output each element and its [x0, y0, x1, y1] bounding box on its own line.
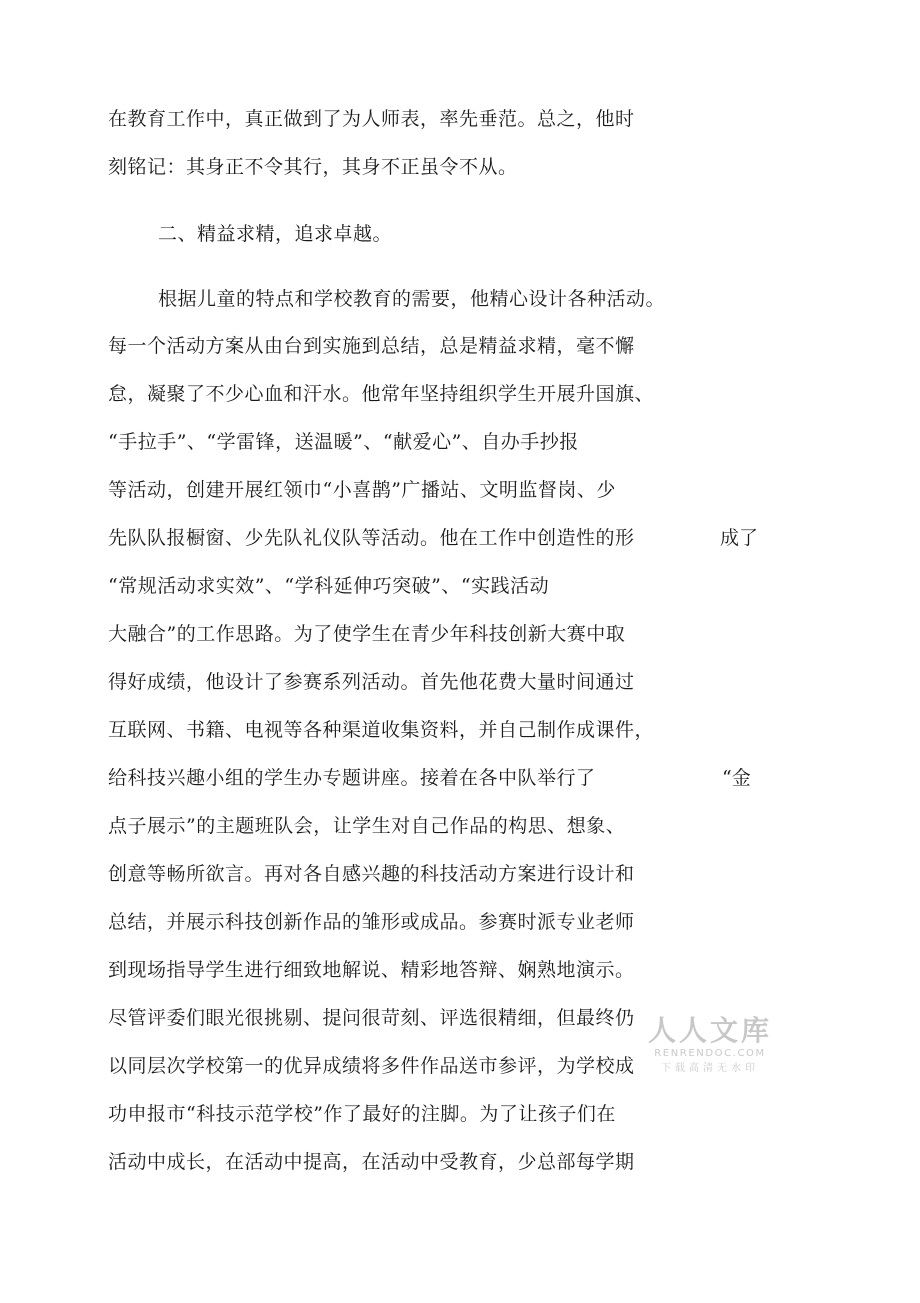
text-line: 怠，凝聚了不少心血和汗水。他常年坚持组织学生开展升国旗、	[108, 383, 655, 405]
text-line: 先队队报橱窗、少先队礼仪队等活动。他在工作中创造性的形	[108, 527, 635, 549]
text-line: 到现场指导学生进行细致地解说、精彩地答辩、娴熟地演示。	[108, 959, 635, 981]
text-line: 互联网、书籍、电视等各种渠道收集资料，并自己制作成课件，	[108, 719, 655, 741]
text-line: 以同层次学校第一的优异成绩将多件作品送市参评，为学校成	[108, 1055, 635, 1077]
text-line: 等活动，创建开展红领巾“小喜鹊”广播站、文明监督岗、少	[108, 479, 616, 501]
text-line: 点子展示”的主题班队会，让学生对自己作品的构思、想象、	[108, 815, 626, 837]
text-line: 大融合”的工作思路。为了使学生在青少年科技创新大赛中取	[108, 623, 626, 645]
text-line: 得好成绩，他设计了参赛系列活动。首先他花费大量时间通过	[108, 671, 635, 693]
text-line: 活动中成长，在活动中提高，在活动中受教育，少总部每学期	[108, 1151, 635, 1173]
text-line: “常规活动求实效”、“学科延伸巧突破”、“实践活动	[108, 575, 550, 597]
watermark-subtitle: 下载高清无水印	[661, 1063, 759, 1074]
text-fragment-right: 成了	[720, 527, 759, 549]
text-line: 刻铭记：其身正不令其行，其身不正虽令不从。	[108, 156, 518, 178]
section-heading: 二、精益求精，追求卓越。	[158, 223, 393, 245]
text-line: 尽管评委们眼光很挑剔、提问很苛刻、评选很精细，但最终仍	[108, 1007, 635, 1029]
text-line: 创意等畅所欲言。再对各自感兴趣的科技活动方案进行设计和	[108, 863, 635, 885]
text-line: 给科技兴趣小组的学生办专题讲座。接着在各中队举行了	[108, 767, 596, 789]
text-line: 在教育工作中，真正做到了为人师表，率先垂范。总之，他时	[108, 108, 635, 130]
text-fragment-right: “金	[722, 767, 751, 789]
watermark-domain: RENRENDOC.COM	[654, 1048, 766, 1059]
watermark-title: 人人文库	[647, 1014, 772, 1047]
text-line: 根据儿童的特点和学校教育的需要，他精心设计各种活动。	[158, 288, 666, 310]
text-line: 总结，并展示科技创新作品的雏形或成品。参赛时派专业老师	[108, 911, 635, 933]
text-line: “手拉手”、“学雷锋，送温暖”、“献爱心”、自办手抄报	[108, 431, 579, 453]
text-line: 功申报市“科技示范学校”作了最好的注脚。为了让孩子们在	[108, 1103, 616, 1125]
watermark-logo	[645, 1015, 775, 1077]
text-line: 每一个活动方案从由台到实施到总结，总是精益求精，毫不懈	[108, 335, 635, 357]
